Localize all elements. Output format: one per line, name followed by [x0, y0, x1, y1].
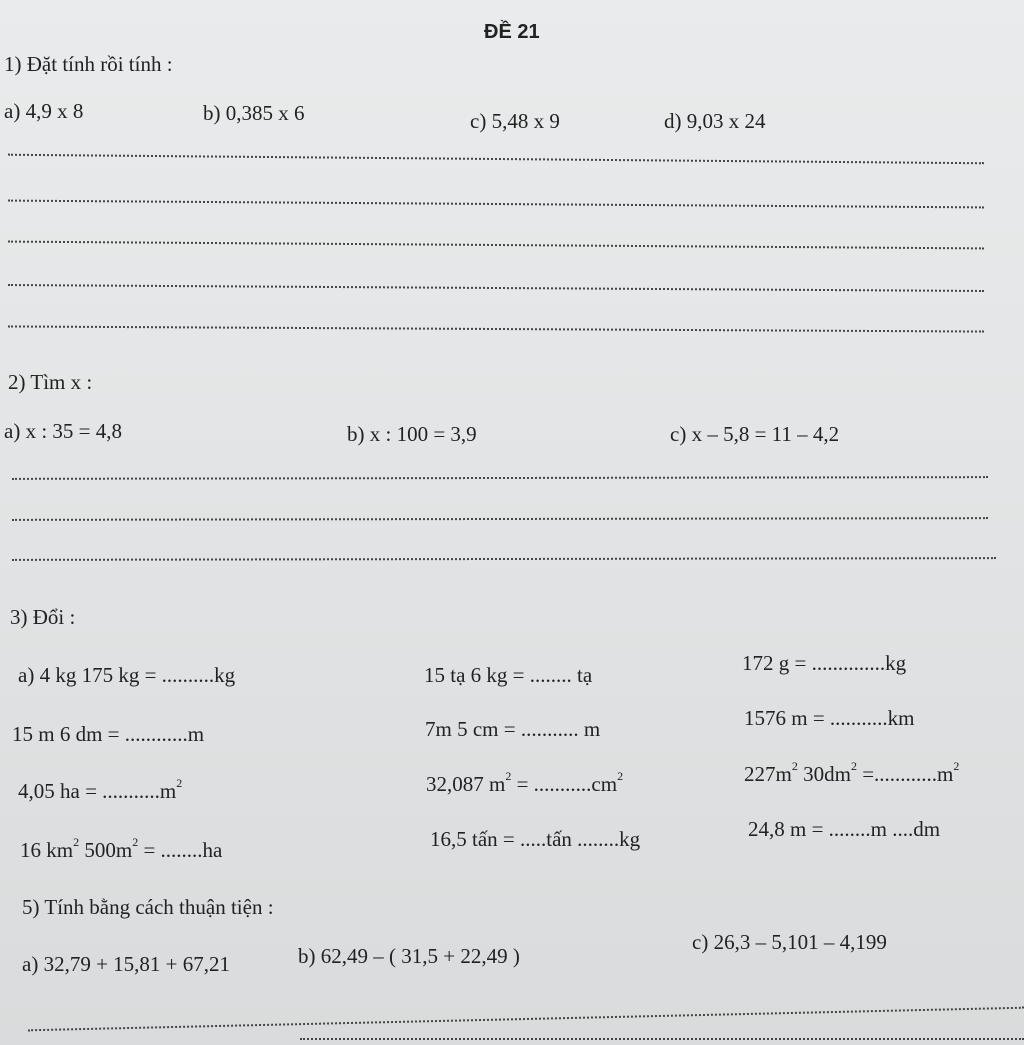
- conversion-2c: 1576 m = ...........km: [744, 706, 915, 730]
- answer-line: [12, 557, 996, 561]
- conversion-3b: 32,087 $m^2 = ...........cm^2$: [426, 769, 624, 796]
- conversion-1c: 172 g = ..............kg: [742, 651, 907, 675]
- answer-line: [8, 154, 984, 165]
- exercise-5c: c) 26,3 – 5,101 – 4,199: [692, 930, 887, 954]
- section-1-heading: 1) Đặt tính rồi tính :: [4, 52, 173, 76]
- answer-line: [300, 1038, 1024, 1040]
- exercise-2a: a) x : 35 = 4,8: [4, 419, 122, 443]
- exercise-1a: a) 4,9 x 8: [4, 99, 84, 123]
- conversion-2b: 7m 5 cm = ........... m: [425, 717, 601, 741]
- section-5-heading: 5) Tính bằng cách thuận tiện :: [22, 895, 274, 919]
- conversion-1a: a) 4 kg 175 kg = ..........kg: [18, 663, 236, 687]
- exercise-1d: d) 9,03 x 24: [664, 109, 766, 133]
- conversion-3a: 4,05 ha = $...........m^2$: [18, 776, 183, 803]
- section-2-heading: 2) Tìm x :: [8, 370, 93, 394]
- answer-line: [8, 200, 984, 209]
- exercise-1b: b) 0,385 x 6: [203, 101, 305, 125]
- answer-line: [28, 1007, 1024, 1032]
- exercise-1c: c) 5,48 x 9: [470, 109, 560, 133]
- conversion-4a: 16 $km^2$ $500m^2 = ........ha$: [20, 835, 223, 862]
- exercise-2c: c) x – 5,8 = 11 – 4,2: [670, 422, 840, 446]
- conversion-4b: 16,5 tấn = .....tấn ........kg: [430, 827, 641, 851]
- answer-line: [8, 325, 984, 332]
- conversion-2a: 15 m 6 dm = ............m: [12, 722, 205, 746]
- section-3-heading: 3) Đổi :: [10, 605, 76, 629]
- answer-line: [12, 517, 988, 521]
- conversion-4c: 24,8 m = ........m ....dm: [748, 817, 941, 841]
- answer-line: [8, 241, 984, 250]
- conversion-3c: $227m^2$ $30dm^2 =............m^2$: [744, 759, 960, 786]
- exercise-5a: a) 32,79 + 15,81 + 67,21: [22, 952, 231, 976]
- answer-line: [8, 284, 984, 292]
- answer-line: [12, 476, 988, 480]
- exercise-2b: b) x : 100 = 3,9: [347, 422, 477, 446]
- conversion-1b: 15 tạ 6 kg = ........ tạ: [424, 663, 593, 687]
- exercise-5b: b) 62,49 – ( 31,5 + 22,49 ): [298, 944, 520, 968]
- page-title: ĐỀ 21: [484, 21, 540, 43]
